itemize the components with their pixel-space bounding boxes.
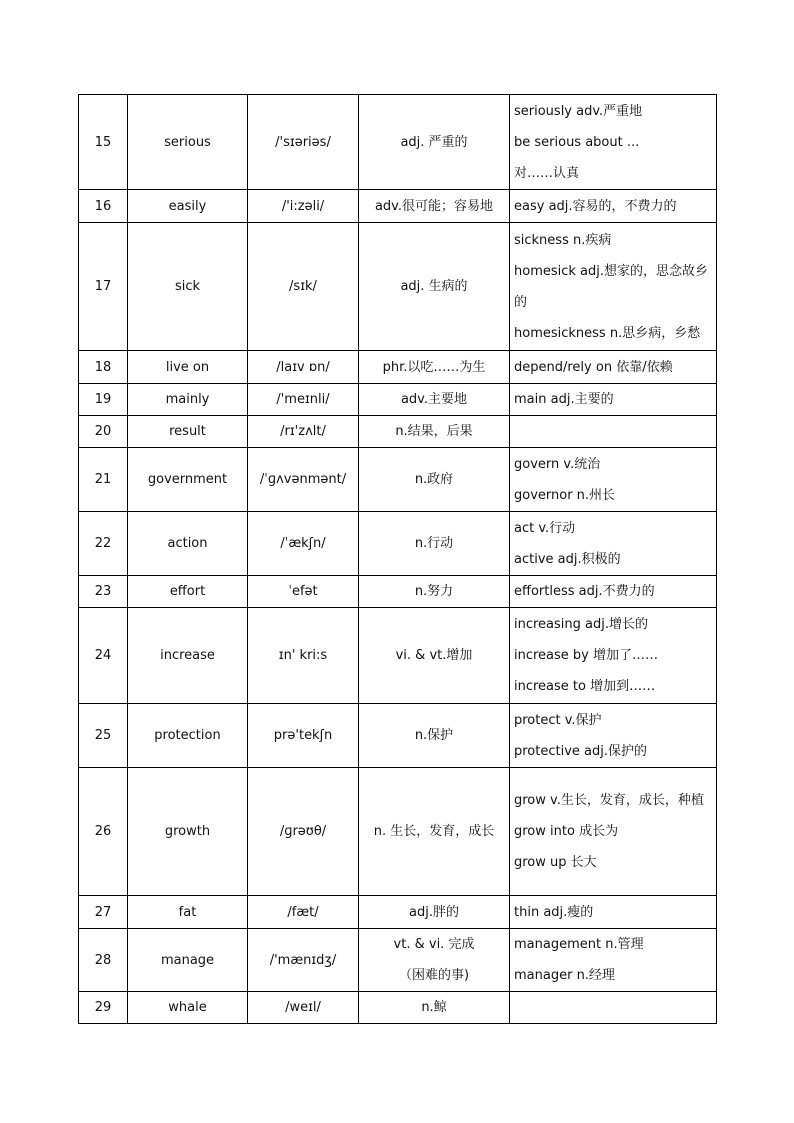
row-number: 15	[79, 95, 128, 190]
vocabulary-table-body	[79, 95, 717, 1024]
meaning-line: n.政府	[414, 472, 454, 487]
table-row	[79, 384, 717, 416]
phonetic-transcription: /'i:zəli/	[248, 190, 359, 223]
phonetic-transcription: /laɪv ɒn/	[248, 351, 359, 384]
vocab-word: growth	[128, 768, 248, 896]
related-forms	[510, 768, 717, 896]
phonetic-transcription: /ˈɡʌvənmənt/	[248, 448, 359, 512]
related-forms	[510, 448, 717, 512]
related-forms	[510, 576, 717, 608]
related-forms	[510, 384, 717, 416]
word-meaning	[359, 223, 510, 351]
row-number: 24	[79, 608, 128, 704]
meaning-line: n.行动	[414, 536, 454, 551]
word-meaning	[359, 608, 510, 704]
meaning-line: adj. 严重的	[400, 134, 468, 150]
word-meaning	[359, 896, 510, 929]
related-forms	[510, 351, 717, 384]
related-form-line: effortless adj.不费力的	[514, 584, 655, 599]
row-number: 20	[79, 416, 128, 448]
meaning-line: adj.胖的	[409, 904, 459, 920]
related-form-line: increasing adj.增长的	[514, 617, 648, 632]
table-row	[79, 929, 717, 992]
related-form-line: increase by 增加了……	[514, 648, 659, 663]
related-form-line: increase to 增加到……	[514, 679, 656, 694]
related-form-line: manager n.经理	[514, 968, 615, 983]
related-form-line: sickness n.疾病	[514, 232, 612, 248]
vocab-word: live on	[128, 351, 248, 384]
word-meaning	[359, 95, 510, 190]
phonetic-transcription: /'mænɪdʒ/	[248, 929, 359, 992]
related-form-line: management n.管理	[514, 937, 644, 952]
row-number: 23	[79, 576, 128, 608]
meaning-line: n.鲸	[421, 1000, 447, 1015]
vocab-word: easily	[128, 190, 248, 223]
vocab-word: fat	[128, 896, 248, 929]
vocab-word: increase	[128, 608, 248, 704]
phonetic-transcription: /ˈækʃn/	[248, 512, 359, 576]
phonetic-transcription: /rɪ'zʌlt/	[248, 416, 359, 448]
table-row	[79, 704, 717, 768]
related-forms	[510, 704, 717, 768]
related-form-line: thin adj.瘦的	[514, 904, 594, 920]
meaning-line: （困难的事)	[398, 968, 470, 983]
phonetic-transcription: ɪn' kri:s	[248, 608, 359, 704]
word-meaning	[359, 351, 510, 384]
word-meaning	[359, 704, 510, 768]
table-row	[79, 416, 717, 448]
phonetic-transcription: /weɪl/	[248, 992, 359, 1024]
vocabulary-table	[78, 94, 717, 1024]
related-form-line: 对……认真	[514, 165, 580, 181]
word-meaning	[359, 384, 510, 416]
related-form-line: grow up 长大	[514, 855, 597, 870]
related-forms	[510, 992, 717, 1024]
word-meaning	[359, 416, 510, 448]
vocab-word: effort	[128, 576, 248, 608]
table-row	[79, 190, 717, 223]
related-forms	[510, 223, 717, 351]
related-form-line: homesickness n.思乡病，乡愁	[514, 325, 701, 341]
word-meaning	[359, 448, 510, 512]
word-meaning	[359, 768, 510, 896]
table-row	[79, 768, 717, 896]
related-form-line: seriously adv.严重地	[514, 103, 643, 119]
row-number: 25	[79, 704, 128, 768]
phonetic-transcription: prə'tekʃn	[248, 704, 359, 768]
table-row	[79, 448, 717, 512]
phonetic-transcription: ˈefət	[248, 576, 359, 608]
related-form-line: protect v.保护	[514, 712, 602, 728]
related-form-line: govern v.统治	[514, 456, 601, 472]
related-forms	[510, 512, 717, 576]
row-number: 21	[79, 448, 128, 512]
vocab-word: mainly	[128, 384, 248, 416]
row-number: 19	[79, 384, 128, 416]
word-meaning	[359, 190, 510, 223]
related-form-line: active adj.积极的	[514, 551, 621, 567]
row-number: 27	[79, 896, 128, 929]
vocab-word: sick	[128, 223, 248, 351]
table-row	[79, 992, 717, 1024]
row-number: 28	[79, 929, 128, 992]
table-row	[79, 512, 717, 576]
table-row	[79, 95, 717, 190]
phonetic-transcription: /sɪk/	[248, 223, 359, 351]
related-form-line: grow into 成长为	[514, 824, 619, 839]
related-forms	[510, 190, 717, 223]
vocab-word: government	[128, 448, 248, 512]
row-number: 17	[79, 223, 128, 351]
related-form-line: grow v.生长，发育，成长，种植	[514, 793, 704, 808]
meaning-line: phr.以吃……为生	[382, 359, 486, 375]
table-row	[79, 223, 717, 351]
vocab-word: whale	[128, 992, 248, 1024]
table-row	[79, 576, 717, 608]
table-row	[79, 351, 717, 384]
word-meaning	[359, 992, 510, 1024]
vocab-word: action	[128, 512, 248, 576]
row-number: 29	[79, 992, 128, 1024]
related-form-line: act v.行动	[514, 520, 576, 536]
related-form-line: governor n.州长	[514, 487, 616, 503]
related-form-line: be serious about ...	[514, 134, 640, 150]
word-meaning	[359, 929, 510, 992]
phonetic-transcription: /fæt/	[248, 896, 359, 929]
row-number: 16	[79, 190, 128, 223]
meaning-line: adv.主要地	[400, 392, 468, 407]
related-forms	[510, 416, 717, 448]
related-forms	[510, 95, 717, 190]
word-meaning	[359, 576, 510, 608]
phonetic-transcription: /'meɪnli/	[248, 384, 359, 416]
meaning-line: n.结果，后果	[395, 424, 473, 439]
meaning-line: vi. & vt.增加	[395, 648, 473, 663]
row-number: 18	[79, 351, 128, 384]
meaning-line: n. 生长，发育，成长	[373, 824, 495, 839]
meaning-line: n.努力	[414, 584, 454, 599]
table-row	[79, 896, 717, 929]
related-forms	[510, 929, 717, 992]
vocab-word: manage	[128, 929, 248, 992]
phonetic-transcription: /'sɪəriəs/	[248, 95, 359, 190]
vocab-word: protection	[128, 704, 248, 768]
related-form-line: depend/rely on 依靠/依赖	[514, 359, 673, 375]
vocab-word: serious	[128, 95, 248, 190]
meaning-line: n.保护	[414, 728, 454, 743]
row-number: 26	[79, 768, 128, 896]
related-forms	[510, 608, 717, 704]
related-form-line: homesick adj.想家的，思念故乡的	[514, 263, 709, 310]
vocab-word: result	[128, 416, 248, 448]
table-row	[79, 608, 717, 704]
phonetic-transcription: /ɡrəʊθ/	[248, 768, 359, 896]
related-form-line: main adj.主要的	[514, 392, 614, 407]
related-form-line: protective adj.保护的	[514, 743, 648, 759]
meaning-line: adv.很可能；容易地	[374, 198, 494, 214]
related-form-line: easy adj.容易的，不费力的	[514, 198, 677, 214]
meaning-line: adj. 生病的	[400, 279, 468, 294]
word-meaning	[359, 512, 510, 576]
related-forms	[510, 896, 717, 929]
meaning-line: vt. & vi. 完成	[393, 937, 475, 952]
row-number: 22	[79, 512, 128, 576]
